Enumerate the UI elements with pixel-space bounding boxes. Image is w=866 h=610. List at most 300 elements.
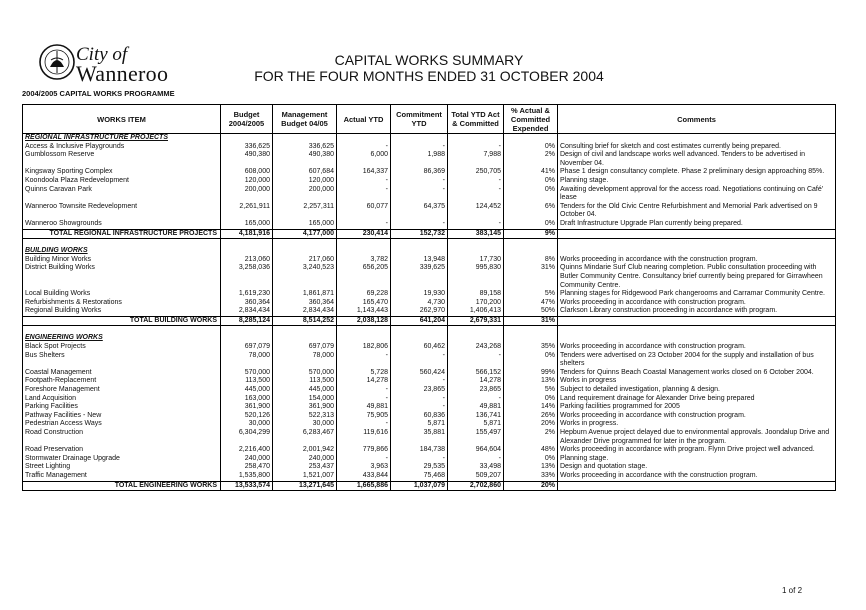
total-row — [23, 316, 836, 326]
cell-total-ytd: 566,152 — [448, 369, 504, 378]
cell-comments: Works in progress. — [558, 420, 836, 429]
cell-budget: 240,000 — [221, 455, 273, 464]
cell-actual-ytd: 75,905 — [337, 412, 391, 421]
cell-budget: 163,000 — [221, 395, 273, 404]
cell-item: Black Spot Projects — [23, 343, 221, 352]
cell-actual-ytd: 779,866 — [337, 446, 391, 455]
cell-total-ytd: 243,268 — [448, 343, 504, 352]
cell-item: Parking Facilities — [23, 403, 221, 412]
cell-pct-expended: 0% — [504, 395, 558, 404]
spacer-cell — [273, 326, 337, 335]
spacer-cell — [23, 239, 221, 248]
cell-actual-ytd: 1,143,443 — [337, 307, 391, 316]
cell-total-ytd: - — [448, 177, 504, 186]
cell-mgmt-budget: 1,521,007 — [273, 472, 337, 481]
total-actual-ytd: 1,665,886 — [337, 481, 391, 491]
section-spacer — [23, 326, 836, 335]
cell-actual-ytd: 119,616 — [337, 429, 391, 446]
cell-commitment-ytd: - — [391, 186, 448, 203]
spacer-cell — [221, 326, 273, 335]
table-row — [23, 395, 836, 404]
cell-comments: Works proceeding in accordance with the construction program. — [558, 472, 836, 481]
cell-item: Pedestrian Access Ways — [23, 420, 221, 429]
col-commitment-ytd: Commitment YTD — [391, 105, 448, 134]
cell-item: Coastal Management — [23, 369, 221, 378]
cell-item: Road Construction — [23, 429, 221, 446]
cell-comments: Works proceeding in accordance with construction program. — [558, 412, 836, 421]
table-row — [23, 256, 836, 265]
cell-comments: Land requirement drainage for Alexander Drive being prepared — [558, 395, 836, 404]
empty-cell — [558, 334, 836, 343]
total-mgmt-budget: 8,514,252 — [273, 316, 337, 326]
total-total-ytd: 383,145 — [448, 229, 504, 239]
cell-mgmt-budget: 217,060 — [273, 256, 337, 265]
cell-item: Refurbishments & Restorations — [23, 299, 221, 308]
empty-cell — [448, 134, 504, 143]
cell-commitment-ytd: 64,375 — [391, 203, 448, 220]
cell-total-ytd: 1,406,413 — [448, 307, 504, 316]
cell-budget: 200,000 — [221, 186, 273, 203]
cell-item: Kingsway Sporting Complex — [23, 168, 221, 177]
cell-budget: 120,000 — [221, 177, 273, 186]
cell-commitment-ytd: - — [391, 352, 448, 369]
cell-comments: Design and quotation stage. — [558, 463, 836, 472]
cell-mgmt-budget: 1,861,871 — [273, 290, 337, 299]
cell-pct-expended: 41% — [504, 168, 558, 177]
cell-actual-ytd: 5,728 — [337, 369, 391, 378]
logo-name-text: Wanneroo — [76, 61, 169, 86]
cell-pct-expended: 0% — [504, 352, 558, 369]
spacer-cell — [448, 326, 504, 335]
cell-total-ytd: 49,881 — [448, 403, 504, 412]
cell-item: Koondoola Plaza Redevelopment — [23, 177, 221, 186]
col-total-ytd: Total YTD Act & Committed — [448, 105, 504, 134]
cell-budget: 1,619,230 — [221, 290, 273, 299]
total-item: TOTAL REGIONAL INFRASTRUCTURE PROJECTS — [23, 229, 221, 239]
cell-item: Footpath-Replacement — [23, 377, 221, 386]
section-title: BUILDING WORKS — [23, 247, 221, 256]
cell-pct-expended: 48% — [504, 446, 558, 455]
cell-mgmt-budget: 165,000 — [273, 220, 337, 229]
cell-pct-expended: 31% — [504, 264, 558, 290]
cell-total-ytd: - — [448, 143, 504, 152]
col-budget: Budget 2004/2005 — [221, 105, 273, 134]
cell-mgmt-budget: 6,283,467 — [273, 429, 337, 446]
empty-cell — [337, 247, 391, 256]
cell-actual-ytd: 656,205 — [337, 264, 391, 290]
cell-total-ytd: 89,158 — [448, 290, 504, 299]
cell-actual-ytd: - — [337, 352, 391, 369]
empty-cell — [221, 334, 273, 343]
total-pct-expended: 9% — [504, 229, 558, 239]
table-row — [23, 352, 836, 369]
empty-cell — [337, 334, 391, 343]
total-pct-expended: 31% — [504, 316, 558, 326]
cell-comments: Tenders for the Old Civic Centre Refurbishment and Memorial Park advertised on 9 October 04. — [558, 203, 836, 220]
cell-pct-expended: 26% — [504, 412, 558, 421]
section-heading-row — [23, 334, 836, 343]
section-title: REGIONAL INFRASTRUCTURE PROJECTS — [23, 134, 221, 143]
cell-item: District Building Works — [23, 264, 221, 290]
cell-budget: 2,261,911 — [221, 203, 273, 220]
cell-comments: Works proceeding in accordance with the construction program. — [558, 256, 836, 265]
report-period: FOR THE FOUR MONTHS ENDED 31 OCTOBER 2004 — [254, 68, 604, 84]
table-row — [23, 186, 836, 203]
cell-mgmt-budget: 490,380 — [273, 151, 337, 168]
cell-budget: 336,625 — [221, 143, 273, 152]
cell-commitment-ytd: 339,625 — [391, 264, 448, 290]
col-comments: Comments — [558, 105, 836, 134]
table-row — [23, 446, 836, 455]
total-comments-empty — [558, 229, 836, 239]
cell-mgmt-budget: 360,364 — [273, 299, 337, 308]
table-row — [23, 429, 836, 446]
cell-total-ytd: 7,988 — [448, 151, 504, 168]
cell-actual-ytd: 60,077 — [337, 203, 391, 220]
cell-budget: 2,834,434 — [221, 307, 273, 316]
cell-comments: Planning stages for Ridgewood Park changerooms and Carramar Community Centre. — [558, 290, 836, 299]
total-budget: 8,285,124 — [221, 316, 273, 326]
cell-total-ytd: - — [448, 220, 504, 229]
cell-budget: 490,380 — [221, 151, 273, 168]
cell-comments: Draft Infrastructure Upgrade Plan currently being prepared. — [558, 220, 836, 229]
cell-comments: Hepburn Avenue project delayed due to environmental approvals. Joondalup Drive and Alexander Drive programmed for later in the program. — [558, 429, 836, 446]
empty-cell — [273, 247, 337, 256]
cell-budget: 6,304,299 — [221, 429, 273, 446]
cell-item: Land Acquisition — [23, 395, 221, 404]
cell-actual-ytd: 164,337 — [337, 168, 391, 177]
report-title: CAPITAL WORKS SUMMARY — [334, 52, 524, 68]
cell-pct-expended: 6% — [504, 203, 558, 220]
city-of-wanneroo-logo — [38, 43, 178, 87]
total-comments-empty — [558, 316, 836, 326]
cell-comments: Consulting brief for sketch and cost estimates currently being prepared. — [558, 143, 836, 152]
table-row — [23, 386, 836, 395]
cell-commitment-ytd: 560,424 — [391, 369, 448, 378]
cell-mgmt-budget: 607,684 — [273, 168, 337, 177]
total-total-ytd: 2,702,860 — [448, 481, 504, 491]
total-commitment-ytd: 152,732 — [391, 229, 448, 239]
empty-cell — [273, 134, 337, 143]
cell-budget: 570,000 — [221, 369, 273, 378]
cell-item: Traffic Management — [23, 472, 221, 481]
cell-item: Quinns Caravan Park — [23, 186, 221, 203]
cell-total-ytd: 995,830 — [448, 264, 504, 290]
cell-budget: 2,216,400 — [221, 446, 273, 455]
total-budget: 13,533,574 — [221, 481, 273, 491]
cell-mgmt-budget: 2,257,311 — [273, 203, 337, 220]
cell-comments: Clarkson Library construction proceeding in accordance with program. — [558, 307, 836, 316]
cell-commitment-ytd: 262,970 — [391, 307, 448, 316]
cell-commitment-ytd: 29,535 — [391, 463, 448, 472]
cell-commitment-ytd: 19,930 — [391, 290, 448, 299]
cell-total-ytd: - — [448, 186, 504, 203]
cell-actual-ytd: - — [337, 143, 391, 152]
spacer-cell — [504, 326, 558, 335]
cell-actual-ytd: - — [337, 455, 391, 464]
cell-total-ytd: 155,497 — [448, 429, 504, 446]
cell-mgmt-budget: 445,000 — [273, 386, 337, 395]
cell-pct-expended: 0% — [504, 186, 558, 203]
empty-cell — [558, 247, 836, 256]
cell-total-ytd: 250,705 — [448, 168, 504, 177]
table-row — [23, 455, 836, 464]
cell-comments: Phase 1 design consultancy complete. Phase 2 preliminary design approaching 85%. — [558, 168, 836, 177]
cell-mgmt-budget: 120,000 — [273, 177, 337, 186]
capital-works-table — [22, 104, 836, 491]
cell-total-ytd: 5,871 — [448, 420, 504, 429]
cell-total-ytd: 964,604 — [448, 446, 504, 455]
cell-comments: Quinns Mindarie Surf Club nearing completion. Public consultation proceeding with Butler Community Centre. Consultancy brief currently being prepared for Girrawheen Community Centre. — [558, 264, 836, 290]
cell-total-ytd: 170,200 — [448, 299, 504, 308]
col-mgmt-budget: Management Budget 04/05 — [273, 105, 337, 134]
cell-commitment-ytd: - — [391, 177, 448, 186]
table-row — [23, 143, 836, 152]
cell-pct-expended: 14% — [504, 403, 558, 412]
cell-total-ytd: 33,498 — [448, 463, 504, 472]
total-item: TOTAL ENGINEERING WORKS — [23, 481, 221, 491]
cell-commitment-ytd: 5,871 — [391, 420, 448, 429]
table-body — [23, 134, 836, 491]
table-row — [23, 299, 836, 308]
cell-comments: Works proceeding in accordance with program. Flynn Drive project well advanced. — [558, 446, 836, 455]
cell-actual-ytd: 3,963 — [337, 463, 391, 472]
cell-actual-ytd: 6,000 — [337, 151, 391, 168]
col-pct-expended: % Actual & Committed Expended — [504, 105, 558, 134]
cell-total-ytd: 509,207 — [448, 472, 504, 481]
cell-actual-ytd: - — [337, 420, 391, 429]
cell-mgmt-budget: 253,437 — [273, 463, 337, 472]
cell-commitment-ytd: 13,948 — [391, 256, 448, 265]
table-row — [23, 472, 836, 481]
total-mgmt-budget: 13,271,645 — [273, 481, 337, 491]
empty-cell — [504, 134, 558, 143]
cell-commitment-ytd: 23,865 — [391, 386, 448, 395]
section-heading-row — [23, 134, 836, 143]
empty-cell — [448, 247, 504, 256]
cell-pct-expended: 99% — [504, 369, 558, 378]
cell-total-ytd: - — [448, 395, 504, 404]
cell-pct-expended: 50% — [504, 307, 558, 316]
cell-item: Wanneroo Showgrounds — [23, 220, 221, 229]
cell-pct-expended: 2% — [504, 151, 558, 168]
spacer-cell — [504, 239, 558, 248]
cell-actual-ytd: 433,844 — [337, 472, 391, 481]
cell-actual-ytd: - — [337, 186, 391, 203]
cell-comments: Awaiting development approval for the access road. Negotiations continuing on Café' lease — [558, 186, 836, 203]
cell-budget: 697,079 — [221, 343, 273, 352]
cell-actual-ytd: 14,278 — [337, 377, 391, 386]
cell-mgmt-budget: 2,834,434 — [273, 307, 337, 316]
spacer-cell — [23, 326, 221, 335]
cell-commitment-ytd: - — [391, 403, 448, 412]
cell-pct-expended: 20% — [504, 420, 558, 429]
total-commitment-ytd: 641,204 — [391, 316, 448, 326]
cell-pct-expended: 5% — [504, 290, 558, 299]
cell-pct-expended: 0% — [504, 177, 558, 186]
cell-budget: 1,535,800 — [221, 472, 273, 481]
cell-mgmt-budget: 697,079 — [273, 343, 337, 352]
cell-item: Bus Shelters — [23, 352, 221, 369]
cell-item: Road Preservation — [23, 446, 221, 455]
total-row — [23, 481, 836, 491]
cell-comments: Tenders were advertised on 23 October 2004 for the supply and installation of bus shelters — [558, 352, 836, 369]
cell-item: Regional Building Works — [23, 307, 221, 316]
table-header-row — [23, 105, 836, 134]
col-works-item: WORKS ITEM — [23, 105, 221, 134]
section-spacer — [23, 239, 836, 248]
cell-actual-ytd: 3,782 — [337, 256, 391, 265]
cell-item: Foreshore Management — [23, 386, 221, 395]
cell-budget: 520,126 — [221, 412, 273, 421]
cell-pct-expended: 13% — [504, 377, 558, 386]
cell-actual-ytd: - — [337, 177, 391, 186]
cell-comments: Design of civil and landscape works well advanced. Tenders to be advertised in November 04. — [558, 151, 836, 168]
empty-cell — [391, 134, 448, 143]
cell-budget: 258,470 — [221, 463, 273, 472]
spacer-cell — [448, 239, 504, 248]
cell-commitment-ytd: 1,988 — [391, 151, 448, 168]
cell-commitment-ytd: - — [391, 377, 448, 386]
cell-commitment-ytd: 75,468 — [391, 472, 448, 481]
cell-comments: Tenders for Quinns Beach Coastal Management works closed on 6 October 2004. — [558, 369, 836, 378]
cell-total-ytd: 17,730 — [448, 256, 504, 265]
cell-pct-expended: 47% — [504, 299, 558, 308]
cell-budget: 3,258,036 — [221, 264, 273, 290]
table-row — [23, 369, 836, 378]
cell-item: Wanneroo Townsite Redevelopment — [23, 203, 221, 220]
cell-commitment-ytd: 184,738 — [391, 446, 448, 455]
cell-comments: Works in progress — [558, 377, 836, 386]
programme-label: 2004/2005 CAPITAL WORKS PROGRAMME — [22, 89, 175, 98]
table-row — [23, 290, 836, 299]
cell-mgmt-budget: 3,240,523 — [273, 264, 337, 290]
table-row — [23, 412, 836, 421]
cell-mgmt-budget: 336,625 — [273, 143, 337, 152]
cell-item: Building Minor Works — [23, 256, 221, 265]
total-item: TOTAL BUILDING WORKS — [23, 316, 221, 326]
spacer-cell — [221, 239, 273, 248]
cell-budget: 608,000 — [221, 168, 273, 177]
cell-budget: 165,000 — [221, 220, 273, 229]
cell-actual-ytd: - — [337, 395, 391, 404]
spacer-cell — [337, 239, 391, 248]
cell-mgmt-budget: 522,313 — [273, 412, 337, 421]
empty-cell — [337, 134, 391, 143]
cell-item: Access & Inclusive Playgrounds — [23, 143, 221, 152]
cell-actual-ytd: 165,470 — [337, 299, 391, 308]
cell-mgmt-budget: 240,000 — [273, 455, 337, 464]
table-row — [23, 151, 836, 168]
cell-pct-expended: 0% — [504, 143, 558, 152]
cell-commitment-ytd: 4,730 — [391, 299, 448, 308]
cell-total-ytd: 23,865 — [448, 386, 504, 395]
cell-budget: 30,000 — [221, 420, 273, 429]
cell-commitment-ytd: - — [391, 143, 448, 152]
empty-cell — [273, 334, 337, 343]
col-actual-ytd: Actual YTD — [337, 105, 391, 134]
cell-comments: Planning stage. — [558, 177, 836, 186]
table-row — [23, 463, 836, 472]
empty-cell — [558, 134, 836, 143]
table-row — [23, 168, 836, 177]
empty-cell — [448, 334, 504, 343]
cell-item: Pathway Facilities - New — [23, 412, 221, 421]
cell-total-ytd: 124,452 — [448, 203, 504, 220]
table-row — [23, 203, 836, 220]
cell-budget: 361,900 — [221, 403, 273, 412]
cell-commitment-ytd: - — [391, 455, 448, 464]
cell-budget: 113,500 — [221, 377, 273, 386]
cell-total-ytd: 136,741 — [448, 412, 504, 421]
total-comments-empty — [558, 481, 836, 491]
empty-cell — [391, 247, 448, 256]
cell-pct-expended: 13% — [504, 463, 558, 472]
empty-cell — [221, 134, 273, 143]
total-pct-expended: 20% — [504, 481, 558, 491]
cell-mgmt-budget: 570,000 — [273, 369, 337, 378]
table-row — [23, 343, 836, 352]
cell-item: Gumblossom Reserve — [23, 151, 221, 168]
table-row — [23, 403, 836, 412]
total-actual-ytd: 230,414 — [337, 229, 391, 239]
spacer-cell — [391, 239, 448, 248]
cell-commitment-ytd: 60,462 — [391, 343, 448, 352]
spacer-cell — [558, 239, 836, 248]
cell-mgmt-budget: 2,001,942 — [273, 446, 337, 455]
cell-item: Street Lighting — [23, 463, 221, 472]
table-row — [23, 220, 836, 229]
empty-cell — [221, 247, 273, 256]
cell-budget: 360,364 — [221, 299, 273, 308]
cell-total-ytd: - — [448, 455, 504, 464]
empty-cell — [391, 334, 448, 343]
cell-budget: 78,000 — [221, 352, 273, 369]
total-commitment-ytd: 1,037,079 — [391, 481, 448, 491]
cell-commitment-ytd: - — [391, 220, 448, 229]
total-row — [23, 229, 836, 239]
cell-comments: Subject to detailed investigation, planning & design. — [558, 386, 836, 395]
council-seal-icon — [38, 43, 76, 81]
cell-pct-expended: 33% — [504, 472, 558, 481]
cell-total-ytd: 14,278 — [448, 377, 504, 386]
cell-budget: 445,000 — [221, 386, 273, 395]
total-mgmt-budget: 4,177,000 — [273, 229, 337, 239]
cell-actual-ytd: - — [337, 386, 391, 395]
table-row — [23, 420, 836, 429]
cell-actual-ytd: 49,881 — [337, 403, 391, 412]
cell-pct-expended: 35% — [504, 343, 558, 352]
spacer-cell — [558, 326, 836, 335]
section-title: ENGINEERING WORKS — [23, 334, 221, 343]
cell-commitment-ytd: - — [391, 395, 448, 404]
spacer-cell — [337, 326, 391, 335]
cell-pct-expended: 5% — [504, 386, 558, 395]
total-actual-ytd: 2,038,128 — [337, 316, 391, 326]
cell-comments: Works proceeding in accordance with construction program. — [558, 299, 836, 308]
cell-comments: Parking facilities programmed for 2005 — [558, 403, 836, 412]
table-row — [23, 377, 836, 386]
cell-mgmt-budget: 200,000 — [273, 186, 337, 203]
cell-actual-ytd: 182,806 — [337, 343, 391, 352]
cell-pct-expended: 2% — [504, 429, 558, 446]
empty-cell — [504, 334, 558, 343]
cell-commitment-ytd: 60,836 — [391, 412, 448, 421]
table-row — [23, 307, 836, 316]
table-row — [23, 177, 836, 186]
cell-budget: 213,060 — [221, 256, 273, 265]
empty-cell — [504, 247, 558, 256]
